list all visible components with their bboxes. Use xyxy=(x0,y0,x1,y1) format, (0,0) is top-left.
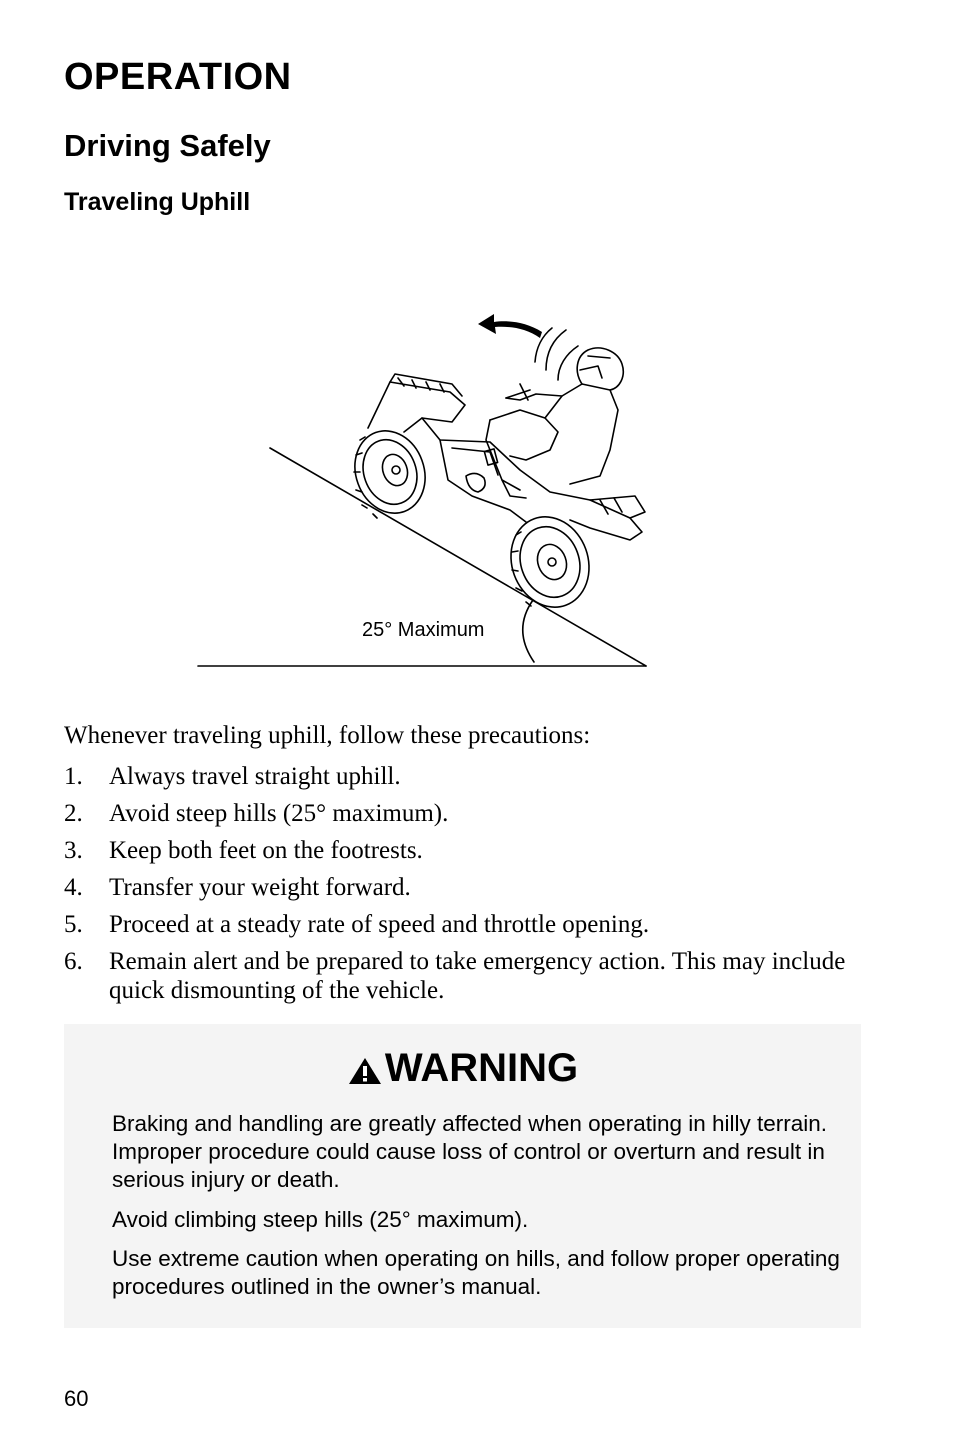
list-number: 1. xyxy=(64,763,83,790)
list-number: 3. xyxy=(64,837,83,864)
list-text: Proceed at a steady rate of speed and throttle opening. xyxy=(109,911,650,938)
page-number: 60 xyxy=(64,1386,89,1411)
list-number: 5. xyxy=(64,911,83,938)
warning-paragraph: Avoid climbing steep hills (25° maximum). xyxy=(112,1207,529,1232)
list-item xyxy=(64,947,864,1005)
angle-label: 25° Maximum xyxy=(362,619,485,641)
list-text: Keep both feet on the footrests. xyxy=(109,837,423,864)
warning-triangle-icon xyxy=(347,1056,383,1086)
list-item xyxy=(64,873,864,902)
warning-box xyxy=(64,1024,861,1328)
list-item xyxy=(64,762,864,791)
list-text: Remain alert and be prepared to take emergency action. This may include quick dismounting of the vehicle. xyxy=(109,948,846,1004)
list-number: 2. xyxy=(64,800,83,827)
list-text: Avoid steep hills (25° maximum). xyxy=(109,800,449,827)
warning-heading xyxy=(64,1046,861,1091)
list-number: 6. xyxy=(64,948,83,975)
subsection-title: Traveling Uphill xyxy=(64,188,251,216)
page-title: Driving Safely xyxy=(64,128,271,163)
warning-paragraph: Use extreme caution when operating on hills, and follow proper operating procedures outlined in the owner’s manual. xyxy=(112,1246,840,1299)
precautions-list xyxy=(64,762,864,1013)
list-item xyxy=(64,836,864,865)
list-number: 4. xyxy=(64,874,83,901)
atv-rider-icon xyxy=(190,300,660,680)
list-text: Always travel straight uphill. xyxy=(109,763,401,790)
intro-text: Whenever traveling uphill, follow these precautions: xyxy=(64,722,591,749)
uphill-atv-illustration xyxy=(190,300,660,680)
warning-title: WARNING xyxy=(384,1046,579,1090)
list-item xyxy=(64,910,864,939)
section-title: OPERATION xyxy=(64,56,292,98)
list-text: Transfer your weight forward. xyxy=(109,874,411,901)
warning-paragraph: Braking and handling are greatly affected when operating in hilly terrain. Improper procedure could cause loss of control or overturn and result in serious injury or death. xyxy=(112,1111,828,1192)
list-item xyxy=(64,799,864,828)
